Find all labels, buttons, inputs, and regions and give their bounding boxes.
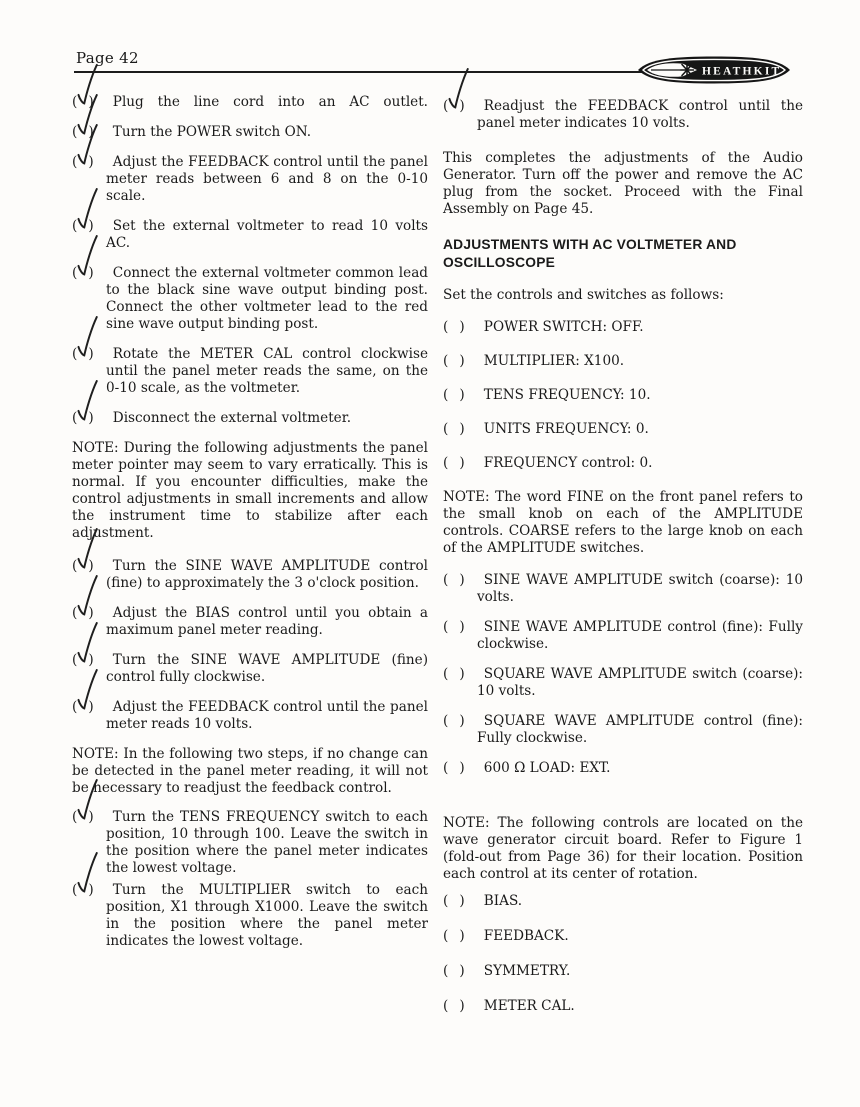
checkbox-checked[interactable] (72, 605, 106, 622)
left-column (72, 94, 428, 963)
checklist-item-text: SYMMETRY. (477, 963, 571, 979)
note-paragraph: NOTE: The word FINE on the front panel refers to the small knob on each of the AMPLITUDE controls. COARSE refers to the large knob on each of the AMPLITUDE switches. (443, 489, 803, 556)
paren-close: ) (459, 98, 465, 114)
paren-open: ( (72, 605, 78, 621)
paren-close: ) (459, 713, 465, 729)
checklist-item (443, 666, 803, 700)
checklist-item-text: SQUARE WAVE AMPLITUDE switch (coarse): 10 volts. (477, 666, 803, 699)
checkbox-checked[interactable] (72, 558, 106, 575)
checklist-item-text: FEEDBACK. (477, 928, 569, 944)
paren-close: ) (88, 652, 94, 668)
checklist-item (443, 319, 803, 336)
note-paragraph: NOTE: The following controls are located on the wave generator circuit board. Refer to Figure 1 (fold-out from Page 36) for their location. Position each control at its center of rotation. (443, 815, 803, 882)
paren-open: ( (443, 387, 449, 403)
paren-open: ( (72, 94, 78, 110)
checkbox-unchecked[interactable] (443, 928, 477, 945)
paren-close: ) (459, 319, 465, 335)
checklist-item (443, 619, 803, 653)
paren-open: ( (443, 893, 449, 909)
note-paragraph: NOTE: In the following two steps, if no change can be detected in the panel meter reading, it will not be necessary to readjust the feedback control. (72, 746, 428, 796)
checklist-item (72, 410, 428, 427)
checklist-item (72, 558, 428, 592)
paren-close: ) (88, 809, 94, 825)
checkbox-unchecked[interactable] (443, 713, 477, 730)
checklist-item (443, 928, 803, 945)
checklist-item-text: POWER SWITCH: OFF. (477, 319, 644, 335)
checkbox-checked[interactable] (72, 265, 106, 282)
checklist-item-text: UNITS FREQUENCY: 0. (477, 421, 649, 437)
paren-close: ) (88, 346, 94, 362)
paren-open: ( (72, 346, 78, 362)
checklist-item (443, 98, 803, 132)
header-rule (74, 71, 646, 73)
paren-close: ) (459, 998, 465, 1014)
checkmark-icon (445, 66, 470, 114)
checkbox-checked[interactable] (72, 882, 106, 899)
paren-open: ( (72, 699, 78, 715)
paren-close: ) (459, 353, 465, 369)
checklist-item (72, 699, 428, 733)
checklist-item-text: 600 Ω LOAD: EXT. (477, 760, 611, 776)
right-column (443, 98, 803, 1033)
checklist-item (72, 346, 428, 397)
checkbox-unchecked[interactable] (443, 353, 477, 370)
paren-open: ( (443, 98, 449, 114)
paren-open: ( (72, 265, 78, 281)
paren-close: ) (88, 410, 94, 426)
checklist-item (443, 893, 803, 910)
checklist-item-text: Rotate the METER CAL control clockwise until the panel meter reads the same, on the 0-10 scale, as the voltmeter. (106, 346, 428, 396)
paren-open: ( (443, 713, 449, 729)
checkbox-unchecked[interactable] (443, 760, 477, 777)
paren-close: ) (459, 619, 465, 635)
checkmark-icon (74, 62, 99, 110)
checklist-item (443, 353, 803, 370)
checklist-item-text: Turn the POWER switch ON. (106, 124, 312, 140)
paren-close: ) (459, 893, 465, 909)
checkbox-unchecked[interactable] (443, 387, 477, 404)
heathkit-logo-badge (636, 55, 792, 85)
paren-open: ( (443, 760, 449, 776)
paren-close: ) (459, 387, 465, 403)
paren-open: ( (72, 124, 78, 140)
checklist-item-text: Set the external voltmeter to read 10 volts AC. (106, 218, 428, 251)
checkbox-unchecked[interactable] (443, 998, 477, 1015)
checkbox-checked[interactable] (72, 809, 106, 826)
checkbox-unchecked[interactable] (443, 963, 477, 980)
paren-close: ) (88, 265, 94, 281)
paren-open: ( (443, 998, 449, 1014)
paren-open: ( (72, 218, 78, 234)
checkbox-checked[interactable] (72, 652, 106, 669)
checkbox-unchecked[interactable] (443, 421, 477, 438)
paren-open: ( (443, 572, 449, 588)
checklist-item-text: Plug the line cord into an AC outlet. (106, 94, 428, 110)
checklist-item (72, 218, 428, 252)
checklist-item-text: METER CAL. (477, 998, 575, 1014)
paren-close: ) (88, 558, 94, 574)
paren-open: ( (443, 666, 449, 682)
paren-open: ( (443, 319, 449, 335)
paragraph: Set the controls and switches as follows: (443, 287, 724, 303)
checklist-item-text: Adjust the BIAS control until you obtain a maximum panel meter reading. (106, 605, 428, 638)
checklist-item (443, 998, 803, 1015)
paren-close: ) (459, 666, 465, 682)
checklist-item (72, 154, 428, 205)
checkbox-unchecked[interactable] (443, 893, 477, 910)
checklist-item-text: Connect the external voltmeter common lead to the black sine wave output binding post. Connect the other voltmeter lead to the red sine wave output binding post. (106, 265, 428, 332)
paren-open: ( (443, 353, 449, 369)
paren-close: ) (88, 882, 94, 898)
checkbox-unchecked[interactable] (443, 455, 477, 472)
paren-open: ( (443, 928, 449, 944)
checklist-item-text: FREQUENCY control: 0. (477, 455, 653, 471)
paren-open: ( (72, 410, 78, 426)
logo-star-icon (681, 64, 694, 77)
checklist-item-text: SQUARE WAVE AMPLITUDE control (fine): Fully clockwise. (477, 713, 803, 746)
checklist-item (443, 760, 803, 777)
paren-close: ) (88, 699, 94, 715)
checklist-item-text: BIAS. (477, 893, 523, 909)
paren-open: ( (72, 652, 78, 668)
checklist-item-text: TENS FREQUENCY: 10. (477, 387, 651, 403)
paren-close: ) (459, 455, 465, 471)
paren-open: ( (443, 619, 449, 635)
paren-close: ) (88, 154, 94, 170)
logo-text: HEATHKIT (702, 65, 782, 78)
checklist-item (72, 652, 428, 686)
checkbox-checked[interactable] (72, 154, 106, 171)
checklist-item-text: Adjust the FEEDBACK control until the panel meter reads between 6 and 8 on the 0-10 scale. (106, 154, 428, 204)
checklist-item-text: SINE WAVE AMPLITUDE control (fine): Fully clockwise. (477, 619, 803, 652)
checkbox-unchecked[interactable] (443, 666, 477, 683)
checklist-item-text: MULTIPLIER: X100. (477, 353, 625, 369)
paren-close: ) (88, 218, 94, 234)
checkbox-checked[interactable] (72, 218, 106, 235)
checkbox-checked[interactable] (72, 94, 106, 111)
checklist-item-text: Turn the SINE WAVE AMPLITUDE (fine) control fully clockwise. (106, 652, 428, 685)
paren-open: ( (443, 421, 449, 437)
paren-close: ) (88, 94, 94, 110)
checkbox-checked[interactable] (443, 98, 477, 115)
page-number-label: Page 42 (76, 49, 139, 67)
note-paragraph: NOTE: During the following adjustments the panel meter pointer may seem to vary erratically. This is normal. If you encounter difficulties, make the control adjustments in small increments and allow the instrument time to stabilize after each adjustment. (72, 440, 428, 541)
checklist-item-text: SINE WAVE AMPLITUDE switch (coarse): 10 volts. (477, 572, 803, 605)
checklist-item (443, 713, 803, 747)
paren-close: ) (459, 572, 465, 588)
checklist-item (72, 265, 428, 333)
checklist-item (72, 94, 428, 111)
checklist-item-text: Turn the SINE WAVE AMPLITUDE control (fine) to approximately the 3 o'clock position. (106, 558, 428, 591)
section-heading: ADJUSTMENTS WITH AC VOLTMETER AND OSCILLOSCOPE (443, 237, 737, 270)
heathkit-logo (636, 55, 792, 85)
paren-close: ) (459, 963, 465, 979)
checklist-item (443, 421, 803, 438)
paren-open: ( (443, 455, 449, 471)
paren-open: ( (72, 882, 78, 898)
checklist-item-text: Readjust the FEEDBACK control until the panel meter indicates 10 volts. (477, 98, 803, 131)
checklist-item-text: Disconnect the external voltmeter. (106, 410, 352, 426)
paren-open: ( (443, 963, 449, 979)
checklist-item-text: Adjust the FEEDBACK control until the panel meter reads 10 volts. (106, 699, 428, 732)
paren-open: ( (72, 154, 78, 170)
checklist-item (72, 605, 428, 639)
checkbox-unchecked[interactable] (443, 572, 477, 589)
checkbox-checked[interactable] (72, 699, 106, 716)
paren-close: ) (88, 605, 94, 621)
checklist-item (443, 963, 803, 980)
paren-close: ) (88, 124, 94, 140)
checklist-item-text: Turn the TENS FREQUENCY switch to each position, 10 through 100. Leave the switch in the position where the panel meter indicates the lowest voltage. (106, 809, 428, 876)
checklist-item-text: Turn the MULTIPLIER switch to each position, X1 through X1000. Leave the switch in the position where the panel meter indicates the lowest voltage. (106, 882, 428, 949)
paren-open: ( (72, 558, 78, 574)
checklist-item (72, 124, 428, 141)
checklist-item (443, 455, 803, 472)
checklist-item (72, 809, 428, 877)
checklist-item (443, 387, 803, 404)
paren-close: ) (459, 421, 465, 437)
checkbox-unchecked[interactable] (443, 319, 477, 336)
paren-close: ) (459, 760, 465, 776)
checkbox-checked[interactable] (72, 346, 106, 363)
checkbox-checked[interactable] (72, 410, 106, 427)
paragraph: This completes the adjustments of the Audio Generator. Turn off the power and remove the AC plug from the socket. Proceed with the Final Assembly on Page 45. (443, 150, 803, 217)
paren-open: ( (72, 809, 78, 825)
checklist-item (443, 572, 803, 606)
checkbox-unchecked[interactable] (443, 619, 477, 636)
checklist-item (72, 882, 428, 950)
checkbox-checked[interactable] (72, 124, 106, 141)
paren-close: ) (459, 928, 465, 944)
